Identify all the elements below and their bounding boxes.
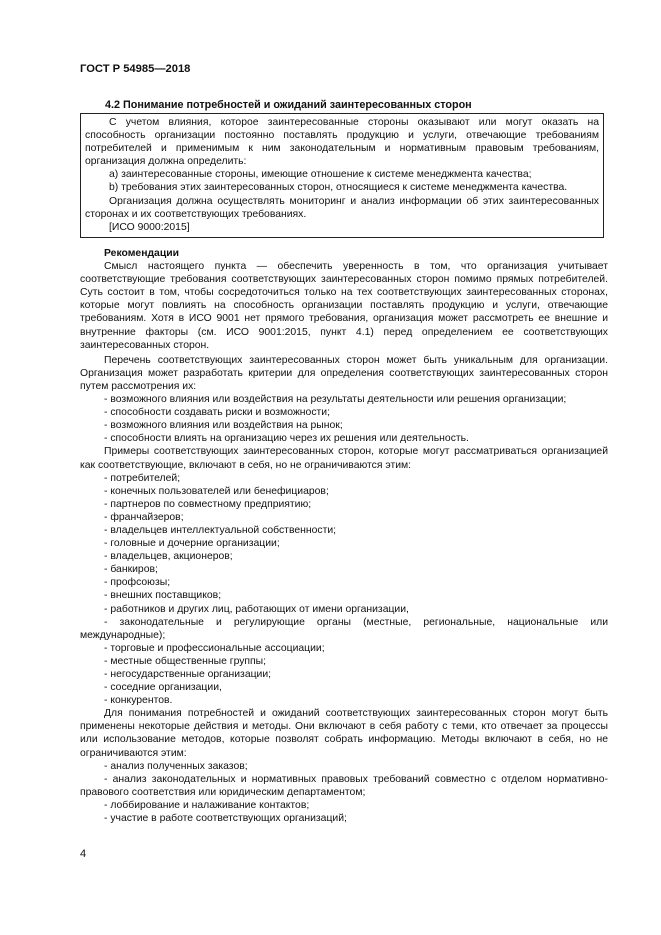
- paragraph-3: Примеры соответствующих заинтересованных сторон, которые могут рассматриваться организацией как соответствующие, включают в себя, но не ограничиваются этим:: [80, 446, 608, 471]
- list-item: - негосударственные организации;: [104, 669, 272, 680]
- recommendations-section: [80, 247, 608, 825]
- list-item: - работников и других лиц, работающих от имени организации,: [104, 603, 409, 615]
- list-item: - головные и дочерние организации;: [104, 538, 280, 550]
- list-item: - анализ полученных заказов;: [104, 760, 248, 772]
- list-item: - конкурентов.: [104, 695, 173, 707]
- quote-item-a: a) заинтересованные стороны, имеющие отношение к системе менеджмента качества;: [109, 169, 532, 181]
- list-item: - лоббирование и налаживание контактов;: [104, 799, 310, 811]
- list-item: - законодательные и регулирующие органы (местные, региональные, национальные или международные);: [80, 616, 608, 641]
- quote-intro: С учетом влияния, которое заинтересованные стороны оказывают или могут оказать на способность организации постоянно поставлять продукцию и услуги, отвечающие требованиям потребителей и применимым к ним законодательным и нормативным правовым требованиям, организация должна определить:: [85, 117, 599, 168]
- list-item: - конечных пользователей или бенефициаров;: [104, 485, 329, 497]
- list-item: - владельцев интеллектуальной собственности;: [104, 524, 337, 536]
- quoted-requirement-box: [80, 113, 604, 238]
- paragraph-4: Для понимания потребностей и ожиданий соответствующих заинтересованных сторон могут быть применены некоторые действия и методы. Они включают в себя работу с теми, кто отвечает за процессы или использование методов, которые позволят собрать информацию. Методы включают в себя, но не ограничиваются этим:: [80, 708, 608, 759]
- list-item: - владельцев, акционеров;: [104, 551, 233, 563]
- list-item: - соседние организации,: [104, 682, 222, 694]
- list-item: - банкиров;: [104, 564, 158, 576]
- examples-list: [80, 472, 608, 708]
- list-item: - потребителей;: [104, 472, 181, 484]
- quote-reference: [ИСО 9000:2015]: [109, 221, 190, 233]
- list-item: - франчайзеров;: [104, 511, 184, 523]
- paragraph-1: Смысл настоящего пункта — обеспечить уверенность в том, что организация учитывает соответствующие требования соответствующих заинтересованных сторон помимо прямых потребителей. Суть состоит в том, чтобы сосредоточиться только на тех соответствующих заинтересованных сторонах, которые могут повлиять на способность организации поставлять продукцию и услуги, отвечающие требованиям. Хотя в ИСО 9001 нет прямого требования, организация может рассмотреть ее внешние и внутренние факторы (см. ИСО 9001:2015, пункт 4.1) перед определением ее соответствующих заинтересованных сторон.: [80, 261, 608, 351]
- list-item: - местные общественные группы;: [104, 655, 267, 667]
- quote-item-b: b) требования этих заинтересованных сторон, относящиеся к системе менеджмента качества.: [109, 182, 568, 194]
- list-item: - возможного влияния или воздействия на рынок;: [104, 420, 343, 432]
- paragraph-2: Перечень соответствующих заинтересованных сторон может быть уникальным для организации. Организация может разработать критерии для определения соответствующих заинтересованных сторон путем рассмотрения их:: [80, 354, 608, 392]
- list-item: - внешних поставщиков;: [104, 590, 222, 602]
- list-item: - партнеров по совместному предприятию;: [104, 498, 312, 510]
- methods-list: [80, 760, 608, 825]
- page-number: 4: [80, 848, 87, 860]
- recommendations-heading: Рекомендации: [104, 248, 180, 259]
- list-item: - анализ законодательных и нормативных правовых требований совместно с отделом нормативно-правового соответствия или юридическим департаментом;: [80, 773, 608, 798]
- list-item: - способности влиять на организацию через их решения или деятельность.: [104, 433, 469, 445]
- list-item: - участие в работе соответствующих организаций;: [104, 813, 347, 825]
- criteria-list: [80, 393, 608, 445]
- list-item: - торговые и профессиональные ассоциации;: [104, 642, 325, 654]
- quote-closing: Организация должна осуществлять мониторинг и анализ информации об этих заинтересованных сторонах и их соответствующих требованиях.: [85, 195, 599, 220]
- document-header: ГОСТ Р 54985—2018: [80, 63, 191, 75]
- list-item: - способности создавать риски и возможности;: [104, 407, 330, 419]
- section-title: 4.2 Понимание потребностей и ожиданий заинтересованных сторон: [105, 99, 472, 111]
- list-item: - возможного влияния или воздействия на результаты деятельности или решения организации;: [104, 394, 567, 406]
- list-item: - профсоюзы;: [104, 577, 171, 589]
